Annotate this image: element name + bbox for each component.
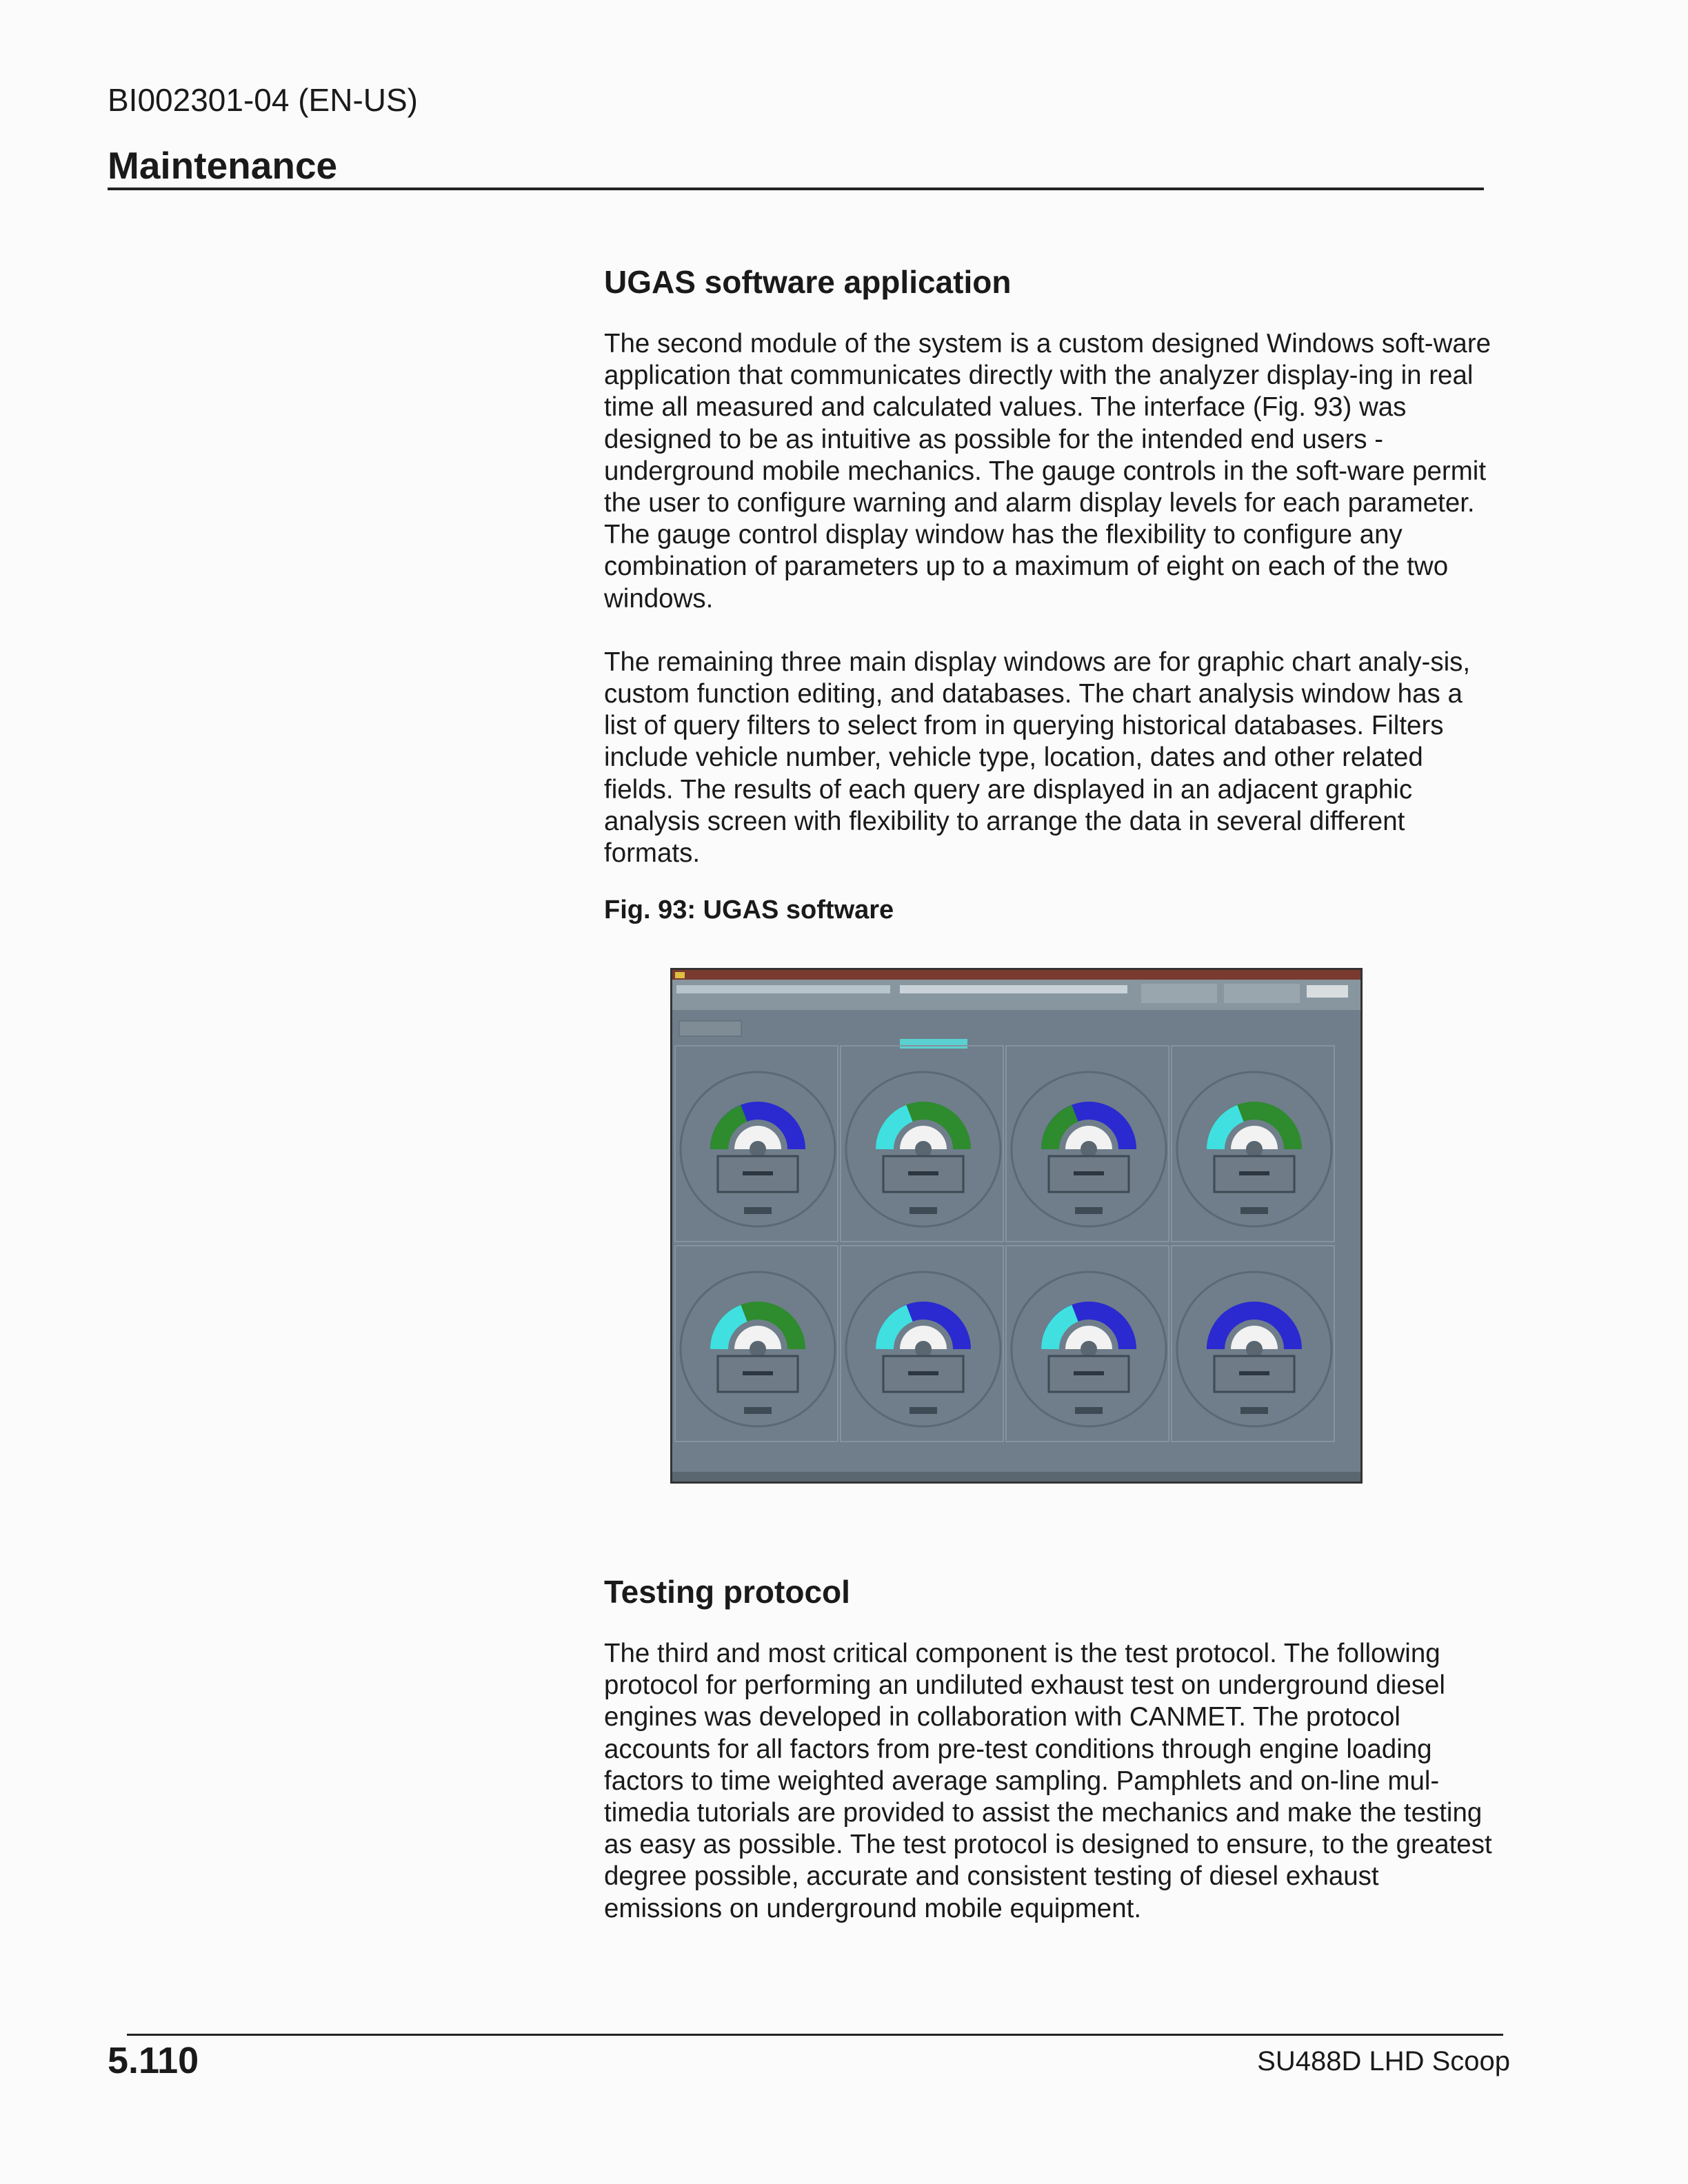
ugas-section [604,263,1494,925]
document-id: BI002301-04 (EN-US) [108,82,418,118]
tab-label [900,1039,967,1049]
title-bar [672,970,1360,980]
ugas-paragraph-2: The remaining three main display windows are for graphic chart analy-sis, custom function editing, and databases. The chart analysis window has a list of query filters to select from in querying historical databases. Filters include vehicle number, vehicle type, location, dates and other related fields. The results of each query are displayed in an adjacent graphic analysis screen with flexibility to arrange the data in several different formats. [604,647,1471,869]
ugas-screenshot-graphic [672,970,1360,1482]
gauge-unit-label [1075,1207,1103,1214]
testing-paragraph: The third and most critical component is the test protocol. The following protocol for performing an undiluted exhaust test on underground diesel engines was developed in collaboration with CANMET. The protocol accounts for all factors from pre-test conditions through engine loading factors to time weighted average sampling. Pamphlets and on-line mul-timedia tutorials are provided to assist the mechanics and make the testing as easy as possible. The test protocol is designed to ensure, to the greatest degree possible, accurate and consistent testing of diesel exhaust emissions on underground mobile equipment. [604,1639,1492,1923]
gauge-unit-label [910,1407,937,1414]
page-number: 5.110 [108,2040,199,2081]
ugas-heading: UGAS software application [604,264,1012,300]
status-bar [672,1472,1360,1482]
figure-caption: Fig. 93: UGAS software [604,896,894,925]
product-name: SU488D LHD Scoop [1257,2046,1510,2076]
section-title: Maintenance [108,143,1484,190]
gauge-unit-label [1240,1407,1268,1414]
testing-section [604,1573,1494,1925]
testing-heading: Testing protocol [604,1574,850,1610]
gauge-unit-label [744,1207,772,1214]
app-icon [675,972,685,978]
gauge-unit-label [1075,1407,1103,1414]
ugas-paragraph-1: The second module of the system is a custom designed Windows soft-ware application that communicates directly with the analyzer display-ing in real time all measured and calculated values. The interface (Fig. 93) was designed to be as intuitive as possible for the intended end users -underground mobile mechanics. The gauge controls in the soft-ware permit the user to configure warning and alarm display levels for each parameter. The gauge control display window has the flexibility to configure any combination of parameters up to a maximum of eight on each of the two windows. [604,329,1491,614]
footer-rule [127,2034,1503,2036]
gauge-unit-label [910,1207,937,1214]
ugas-software-screenshot [670,968,1363,1484]
gauge-unit-label [744,1407,772,1414]
gauge-unit-label [1240,1207,1268,1214]
